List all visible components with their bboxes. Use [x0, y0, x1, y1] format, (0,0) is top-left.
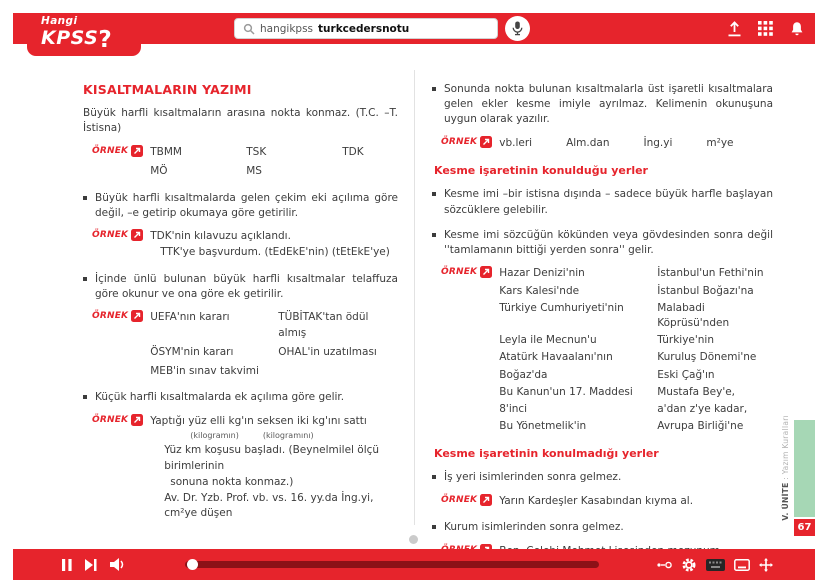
notifications-button[interactable]: [789, 21, 805, 37]
example-item: Leyla ile Mecnun'u: [499, 334, 597, 347]
ornek-badge: [441, 493, 492, 506]
example-arrow-icon: [131, 310, 143, 322]
screen-button[interactable]: [734, 559, 750, 571]
example-arrow-icon: [480, 266, 492, 278]
rule-item: [432, 470, 773, 485]
example-arrow-icon: [131, 414, 143, 426]
example-item: MÖ: [150, 165, 168, 178]
example-item: Kars Kalesi'nde: [499, 284, 580, 297]
example-item: vb.leri: [499, 136, 533, 149]
volume-button[interactable]: [110, 558, 125, 571]
example-line: Yüz km koşusu başladı. (Beynelmilel ölçü birimlerinin: [164, 444, 380, 473]
example-block: [441, 135, 773, 152]
rule-text: İş yeri isimlerinden sonra gelmez.: [444, 471, 622, 484]
example-pairs: [499, 265, 773, 434]
example-item: Malabadi Köprüsü'nden: [657, 301, 730, 329]
gear-icon: [681, 557, 697, 573]
ornek-label: ÖRNEK: [92, 311, 129, 322]
settings-button[interactable]: [681, 557, 697, 573]
example-grid: [150, 309, 398, 379]
example-item: Hazar Denizi'nin: [499, 267, 585, 280]
brand-logo[interactable]: [27, 13, 141, 56]
unit-sidebar-label: [781, 415, 790, 521]
right-column: [414, 44, 815, 549]
bullet-marker: [432, 87, 436, 91]
column-divider: [414, 70, 415, 525]
example-item: MS: [246, 165, 262, 178]
ornek-badge: [441, 135, 492, 148]
example-item: a'dan z'ye kadar,: [657, 403, 748, 416]
bullet-marker: [83, 277, 87, 281]
example-item: Eski Çağ'ın: [657, 368, 715, 381]
keyboard-button[interactable]: [706, 559, 725, 571]
example-item: İstanbul Boğazı'na: [657, 284, 754, 297]
example-row: [499, 135, 733, 152]
example-line: Yaptığı yüz elli kg'ın seksen iki kg'ını sattı: [150, 414, 367, 427]
voice-search-button[interactable]: [505, 16, 530, 41]
logo-question-mark: ?: [98, 27, 112, 53]
example-item: İstanbul'un Fethi'nin: [657, 267, 764, 280]
abbreviation-examples: [150, 144, 412, 180]
pause-button[interactable]: [62, 559, 72, 571]
page-number: 67: [794, 519, 815, 536]
ornek-label: ÖRNEK: [92, 146, 129, 157]
example-item: Atatürk Havaalanı'nın: [499, 351, 613, 364]
progress-bar[interactable]: [185, 561, 599, 568]
example-block: [92, 309, 398, 379]
example-arrow-icon: [131, 145, 143, 157]
subsection-heading: Kesme işaretinin konulmadığı yerler: [434, 447, 659, 461]
example-item: Türkiye'nin: [657, 334, 714, 347]
search-icon: [243, 23, 255, 35]
player-tools: [657, 557, 773, 573]
search-text-bold: turkcedersnotu: [318, 22, 410, 35]
example-item: Boğaz'da: [499, 368, 548, 381]
example-item: [278, 364, 398, 380]
subsection-heading: Kesme işaretinin konulduğu yerler: [434, 164, 648, 178]
rule-item: [432, 82, 773, 128]
rule-item: [83, 390, 398, 405]
example-item: Kuruluş Dönemi'ne: [657, 351, 757, 364]
example-line: sonuna nokta konmaz.): [170, 475, 294, 488]
keyboard-icon: [706, 559, 725, 571]
rule-item: [432, 228, 773, 258]
ornek-label: ÖRNEK: [92, 414, 129, 425]
upload-button[interactable]: [727, 21, 742, 37]
search-text: hangikpss: [260, 22, 314, 35]
speaker-icon: [110, 558, 125, 571]
example-block: [92, 228, 398, 261]
example-block: [441, 265, 773, 434]
grid-icon: [758, 21, 773, 36]
page-indicator-dot: [409, 535, 418, 544]
example-line: TTK'ye başvurdum. (tEdEkE'nin) (tEtEkE'ye): [160, 246, 390, 259]
example-item: Bu Yönetmelik'in: [499, 420, 587, 433]
ornek-label: ÖRNEK: [92, 230, 129, 241]
ornek-label: ÖRNEK: [441, 494, 478, 505]
annotation: (kilogramını): [262, 431, 314, 441]
pause-icon: [62, 559, 72, 571]
rule-item: [83, 191, 398, 221]
rule-text: Kurum isimlerinden sonra gelmez.: [444, 521, 624, 534]
example-item: İng.yi: [643, 136, 673, 149]
upload-icon: [727, 21, 742, 37]
example-arrow-icon: [480, 136, 492, 148]
bullet-marker: [432, 233, 436, 237]
move-cross-icon: [759, 558, 773, 572]
rule-item: [432, 520, 773, 535]
rule-item: [83, 272, 398, 302]
bullet-marker: [432, 192, 436, 196]
monitor-icon: [734, 559, 750, 571]
example-item: TSK: [246, 146, 267, 159]
playback-controls: [62, 558, 125, 571]
example-item: TÜBİTAK'tan ödül almış: [278, 311, 369, 340]
example-arrow-icon: [131, 229, 143, 241]
bullet-marker: [432, 475, 436, 479]
example-lines: [150, 413, 398, 523]
logo-text-main: KPSS: [41, 27, 99, 49]
search-bar[interactable]: [234, 18, 498, 39]
bullet-marker: [432, 525, 436, 529]
example-item: Türkiye Cumhuriyeti'nin: [499, 301, 624, 314]
example-item: Avrupa Birliği'ne: [657, 420, 744, 433]
section-title: KISALTMALARIN YAZIMI: [83, 82, 252, 97]
example-block: [92, 144, 398, 180]
skip-next-icon: [85, 559, 97, 571]
example-item: TDK: [342, 146, 364, 159]
example-line: TDK'nin kılavuzu açıklandı.: [150, 230, 291, 243]
rule-text: İçinde ünlü bulunan büyük harfli kısaltmalar telaffuza göre okunur ve ona göre ek getirilir.: [95, 272, 398, 301]
annotation: (kilogramın): [190, 431, 239, 441]
rule-item: [432, 187, 773, 217]
example-item: MEB'in sınav takvimi: [150, 364, 259, 377]
example-item: Bu Kanun'un 17. Maddesi: [499, 385, 633, 398]
example-item: 8'inci: [499, 403, 528, 416]
left-column: [13, 44, 414, 549]
pointer-icon: [657, 560, 672, 570]
unit-number: V. ÜNİTE: [781, 482, 790, 521]
rule-text: Sonunda nokta bulunan kısaltmalarla üst işaretli kısaltmalara gelen ekler kesme imiyle ayrılmaz. Kelimenin okunuşuna uygun olarak yazılır.: [444, 83, 773, 126]
ornek-badge: [92, 309, 143, 322]
example-item: TBMM: [150, 146, 182, 159]
rule-text: Kesme imi sözcüğün kökünden veya gövdesinden sonra değil ''tamlamanın bittiği yerden sonra'' gelir.: [444, 228, 773, 257]
example-block: [92, 413, 398, 523]
unit-title: : Yazım Kuralları: [781, 415, 790, 483]
logo-text-top: Hangi: [41, 15, 78, 27]
example-item: m²ye: [706, 136, 734, 149]
toolbar-actions: [727, 13, 805, 44]
pan-button[interactable]: [759, 558, 773, 572]
rule-text: Büyük harfli kısaltmalarda gelen çekim eki açılıma göre değil, –e getirip okumaya göre getirilir.: [95, 191, 398, 220]
microphone-icon: [512, 21, 523, 36]
example-arrow-icon: [480, 494, 492, 506]
example-block: [441, 493, 773, 510]
ornek-badge: [92, 228, 143, 241]
example-item: ÖSYM'nin kararı: [150, 345, 234, 358]
ornek-label: ÖRNEK: [441, 267, 478, 278]
intro-text: Büyük harfli kısaltmaların arasına nokta konmaz. (T.C. –T. İstisna): [83, 107, 398, 135]
bullet-marker: [83, 395, 87, 399]
ornek-label: ÖRNEK: [441, 136, 478, 147]
unit-color-tab[interactable]: [794, 420, 815, 517]
example-item: Mustafa Bey'e,: [657, 385, 736, 398]
example-lines: [150, 228, 390, 261]
example-line: Av. Dr. Yzb. Prof. vb. vs. 16. yy.da İng.yi, cm²ye düşen: [164, 491, 374, 520]
example-item: UEFA'nın kararı: [150, 311, 230, 324]
next-button[interactable]: [85, 559, 97, 571]
example-line: Yarın Kardeşler Kasabından kıyma al.: [499, 494, 694, 507]
apps-grid-button[interactable]: [758, 21, 773, 36]
example-item: Alm.dan: [566, 136, 610, 149]
example-item: OHAL'in uzatılması: [278, 345, 377, 358]
media-player-bar: [13, 549, 815, 580]
progress-handle[interactable]: [187, 559, 198, 570]
bell-icon: [789, 21, 805, 37]
document-page: [13, 44, 815, 549]
example-annotations: [190, 430, 398, 442]
ornek-badge: [92, 413, 143, 426]
ornek-badge: [92, 144, 143, 157]
ornek-badge: [441, 265, 492, 278]
example-item: [342, 164, 412, 180]
rule-text: Küçük harfli kısaltmalarda ek açılıma göre gelir.: [95, 391, 345, 404]
pointer-toggle-button[interactable]: [657, 560, 672, 570]
bullet-marker: [83, 196, 87, 200]
rule-text: Kesme imi –bir istisna dışında – sadece büyük harfle başlayan sözcüklere gelebilir.: [444, 188, 773, 216]
